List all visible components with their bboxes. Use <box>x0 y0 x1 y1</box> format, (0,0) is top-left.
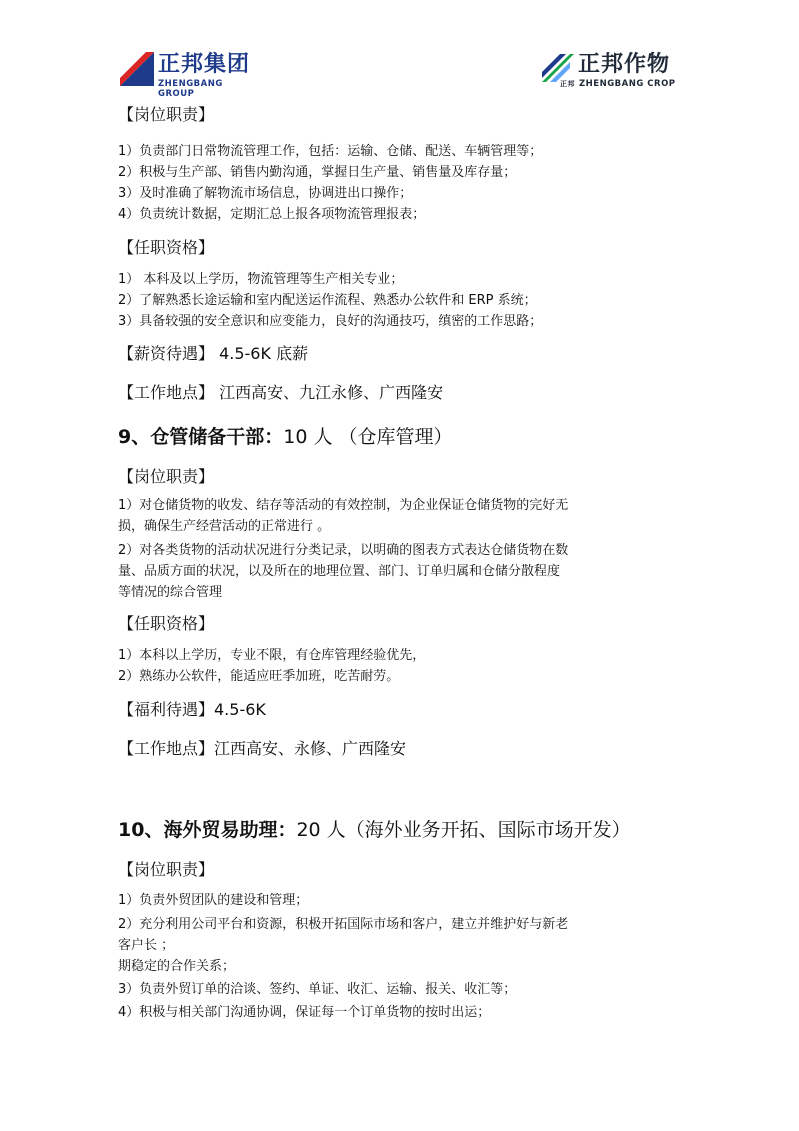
list-item: 4）负责统计数据，定期汇总上报各项物流管理报表； <box>118 207 426 222</box>
list-item: 客户长 ； <box>118 938 175 953</box>
list-item: 1）负责部门日常物流管理工作，包括：运输、仓储、配送、车辆管理等； <box>118 144 543 159</box>
logo-right-cn: 正邦作物 <box>578 52 671 77</box>
position-title <box>118 816 631 844</box>
logo-right-en <box>560 79 676 89</box>
list-item: 2）对各类货物的活动状况进行分类记录，以明确的图表方式表达仓储货物在数 <box>118 543 569 558</box>
section-heading: 【任职资格】 <box>118 614 215 633</box>
section-heading: 【工作地点】江西高安、永修、广西隆安 <box>118 739 407 758</box>
section-heading: 【薪资待遇】 4.5-6K 底薪 <box>118 344 309 363</box>
zhengbang-group-logo <box>120 52 260 99</box>
zhengbang-group-mark-icon <box>120 52 154 86</box>
section-heading: 【任职资格】 <box>118 238 215 257</box>
position-title-main: 10、海外贸易助理： <box>118 819 297 841</box>
list-item: 1） 本科及以上学历，物流管理等生产相关专业； <box>118 272 404 287</box>
position-title-detail: 10 人 （仓库管理） <box>283 426 453 448</box>
list-item: 3）及时准确了解物流市场信息，协调进出口操作； <box>118 186 413 201</box>
list-item: 期稳定的合作关系； <box>118 959 236 974</box>
section-heading: 【工作地点】 江西高安、九江永修、广西隆安 <box>118 383 444 402</box>
list-item: 1）负责外贸团队的建设和管理； <box>118 893 309 908</box>
logo-left-en: ZHENGBANG GROUP <box>158 79 223 99</box>
list-item: 3）负责外贸订单的洽谈、签约、单证、收汇、运输、报关、收汇等； <box>118 982 517 997</box>
list-item: 2）了解熟悉长途运输和室内配送运作流程、熟悉办公软件和 ERP 系统； <box>118 293 537 308</box>
section-heading: 【岗位职责】 <box>118 860 215 879</box>
logo-left-cn: 正邦集团 <box>158 52 251 77</box>
list-item: 损，确保生产经营活动的正常进行 。 <box>118 519 331 534</box>
list-item: 3）具备较强的安全意识和应变能力，良好的沟通技巧，缜密的工作思路； <box>118 314 543 329</box>
list-item: 1）对仓储货物的收发、结存等活动的有效控制，为企业保证仓储货物的完好无 <box>118 498 569 513</box>
section-heading: 【岗位职责】 <box>118 105 215 124</box>
list-item: 2）充分利用公司平台和资源，积极开拓国际市场和客户，建立并维护好与新老 <box>118 917 569 932</box>
list-item: 1）本科以上学历，专业不限，有仓库管理经验优先， <box>118 648 426 663</box>
logo-right-en-text: ZHENGBANG CROP <box>579 79 676 89</box>
position-title <box>118 423 453 451</box>
zhengbang-crop-logo <box>540 52 690 94</box>
position-title-main: 9、仓管储备干部： <box>118 426 284 448</box>
list-item: 2）熟练办公软件，能适应旺季加班，吃苦耐劳。 <box>118 669 400 684</box>
list-item: 2）积极与生产部、销售内勤沟通，掌握日生产量、销售量及库存量； <box>118 165 517 180</box>
section-heading: 【岗位职责】 <box>118 467 215 486</box>
list-item: 4）积极与相关部门沟通协调，保证每一个订单货物的按时出运； <box>118 1005 491 1020</box>
position-title-detail: 20 人（海外业务开拓、国际市场开发） <box>296 819 631 841</box>
section-heading: 【福利待遇】4.5-6K <box>118 700 266 719</box>
list-item: 等情况的综合管理 <box>118 585 223 600</box>
logo-right-small: 正邦 <box>560 80 575 88</box>
list-item: 量、品质方面的状况，以及所在的地理位置、部门、订单归属和仓储分散程度 <box>118 564 561 579</box>
